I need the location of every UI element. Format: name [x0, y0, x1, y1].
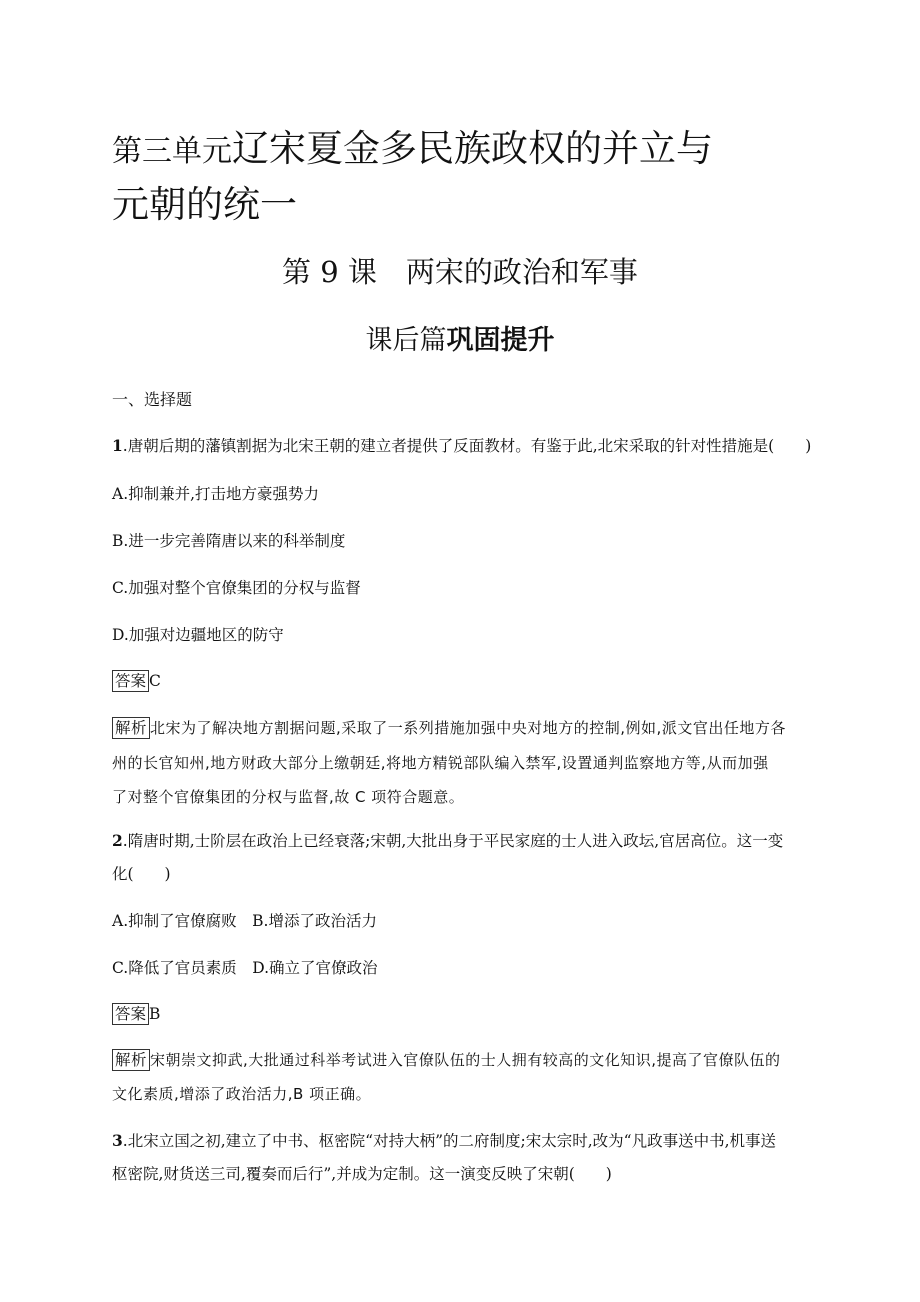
subtitle-bold: 巩固提升 [446, 325, 555, 356]
question-3-stem-line1 [112, 1129, 776, 1151]
question-2-explanation-line2: 文化素质,增添了政治活力,B 项正确。 [112, 1085, 372, 1103]
question-1-option-b: B.进一步完善隋唐以来的科举制度 [112, 532, 346, 550]
question-3-stem-line2: 枢密院,财货送三司,覆奏而后行”,并成为定制。这一演变反映了宋朝( ) [112, 1165, 612, 1183]
subtitle-plain: 课后篇 [365, 325, 447, 356]
question-1-answer [112, 670, 161, 692]
question-2-stem-line2: 化( ) [112, 865, 171, 883]
question-number: 2 [112, 831, 123, 850]
explanation-text: 宋朝崇文抑武,大批通过科举考试进入官僚队伍的士人拥有较高的文化知识,提高了官僚队伍的 [150, 1051, 781, 1069]
unit-title-line2: 元朝的统一 [112, 183, 297, 226]
explanation-tag: 解析 [112, 717, 150, 739]
answer-value: C [149, 672, 161, 690]
question-2-explanation-line1 [112, 1049, 781, 1071]
unit-title-line1 [112, 118, 713, 172]
section-heading: 一、选择题 [112, 390, 193, 409]
explanation-tag: 解析 [112, 1049, 150, 1071]
question-2-options-row1: A.抑制了官僚腐败 B.增添了政治活力 [112, 912, 377, 930]
question-1-option-a: A.抑制兼并,打击地方豪强势力 [112, 485, 320, 503]
question-stem-line: .北宋立国之初,建立了中书、枢密院“对持大柄”的二府制度;宋太宗时,改为“凡政事送中书,机事送 [122, 1132, 777, 1150]
answer-tag: 答案 [112, 1003, 149, 1025]
question-1-explanation-line2: 州的长官知州,地方财政大部分上缴朝廷,将地方精锐部队编入禁军,设置通判监察地方等,从而加强 [112, 754, 769, 772]
question-2-stem-line1 [112, 829, 783, 851]
question-1-option-c: C.加强对整个官僚集团的分权与监督 [112, 579, 361, 597]
answer-value: B [149, 1005, 161, 1023]
answer-tag: 答案 [112, 670, 149, 692]
unit-prefix: 第三单元 [112, 134, 232, 169]
question-1-explanation-line3: 了对整个官僚集团的分权与监督,故 C 项符合题意。 [112, 788, 465, 806]
question-2-options-row2: C.降低了官员素质 D.确立了官僚政治 [112, 959, 378, 977]
subtitle [0, 318, 920, 357]
question-1-option-d: D.加强对边疆地区的防守 [112, 626, 284, 644]
question-2-answer [112, 1003, 160, 1025]
lesson-title: 第 9 课 两宋的政治和军事 [282, 255, 638, 289]
question-stem-line: .隋唐时期,士阶层在政治上已经衰落;宋朝,大批出身于平民家庭的士人进入政坛,官居高位。这一变 [122, 832, 784, 850]
question-stem-line: .唐朝后期的藩镇割据为北宋王朝的建立者提供了反面教材。有鉴于此,北宋采取的针对性措施是( ) [122, 437, 812, 455]
question-number: 3 [112, 1131, 123, 1150]
question-1-explanation-line1 [112, 717, 786, 739]
question-number: 1 [112, 436, 123, 455]
explanation-text: 北宋为了解决地方割据问题,采取了一系列措施加强中央对地方的控制,例如,派文官出任地方各 [150, 719, 786, 737]
unit-title-main: 辽宋夏金多民族政权的并立与 [232, 127, 713, 170]
question-1-stem [112, 434, 811, 456]
